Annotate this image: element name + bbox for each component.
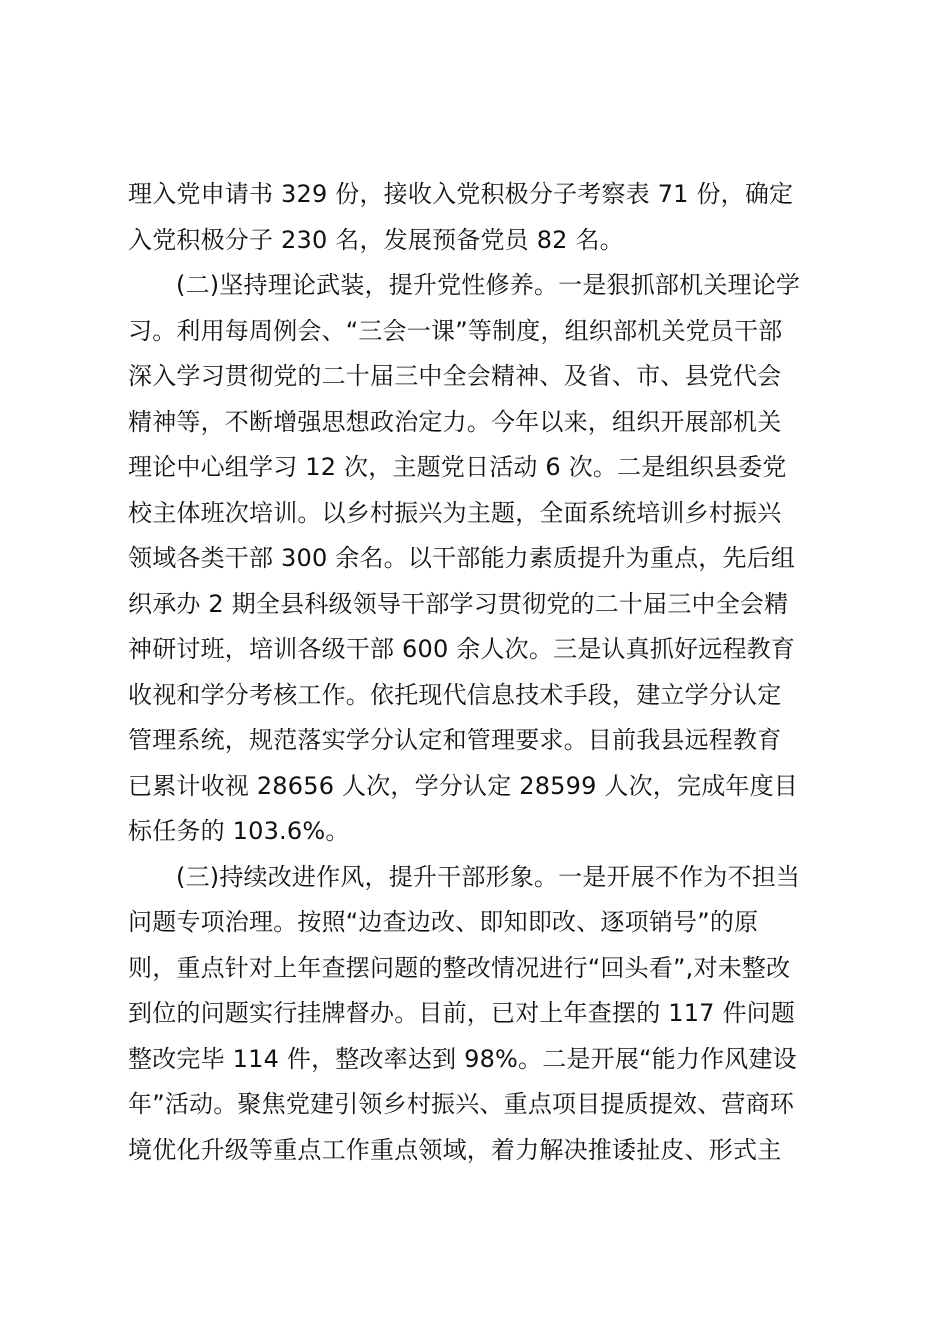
- text-line: 入党积极分子 230 名，发展预备党员 82 名。: [128, 225, 624, 254]
- text-line: 领域各类干部 300 余名。以干部能力素质提升为重点，先后组: [128, 544, 796, 572]
- text-line: 整改完毕 114 件，整改率达到 98%。二是开展“能力作风建设: [128, 1044, 797, 1073]
- text-line: 习。利用每周例会、“三会一课”等制度，组织部机关党员干部: [128, 316, 783, 345]
- text-line: 年”活动。聚焦党建引领乡村振兴、重点项目提质提效、营商环: [128, 1090, 795, 1118]
- text-line: 境优化升级等重点工作重点领域，着力解决推诿扯皮、形式主: [128, 1135, 782, 1164]
- text-line: 神研讨班，培训各级干部 600 余人次。三是认真抓好远程教育: [128, 635, 796, 663]
- text-line: 已累计收视 28656 人次，学分认定 28599 人次，完成年度目: [128, 771, 799, 800]
- text-line: 理论中心组学习 12 次，主题党日活动 6 次。二是组织县委党: [128, 453, 787, 481]
- text-line: 理入党申请书 329 份，接收入党积极分子考察表 71 份，确定: [128, 180, 794, 208]
- text-line: 织承办 2 期全县科级领导干部学习贯彻党的二十届三中全会精: [128, 589, 789, 618]
- text-line: 管理系统，规范落实学分认定和管理要求。目前我县远程教育: [128, 726, 782, 754]
- paragraph-start-line: (三)持续改进作风，提升干部形象。一是开展不作为不担当: [176, 862, 801, 891]
- text-line: 校主体班次培训。以乡村振兴为主题，全面系统培训乡村振兴: [128, 498, 782, 527]
- text-line: 收视和学分考核工作。依托现代信息技术手段，建立学分认定: [128, 680, 782, 709]
- text-line: 则，重点针对上年查摆问题的整改情况进行“回头看”,对未整改: [128, 953, 791, 982]
- body-text: [128, 172, 848, 1173]
- paragraph-start-line: (二)坚持理论武装，提升党性修养。一是狠抓部机关理论学: [176, 271, 801, 299]
- text-line: 精神等，不断增强思想政治定力。今年以来，组织开展部机关: [128, 407, 782, 436]
- text-line: 标任务的 103.6%。: [128, 817, 350, 845]
- text-line: 深入学习贯彻党的二十届三中全会精神、及省、市、县党代会: [128, 362, 782, 390]
- text-line: 问题专项治理。按照“边查边改、即知即改、逐项销号”的原: [128, 908, 759, 936]
- text-line: 到位的问题实行挂牌督办。目前，已对上年查摆的 117 件问题: [128, 999, 796, 1027]
